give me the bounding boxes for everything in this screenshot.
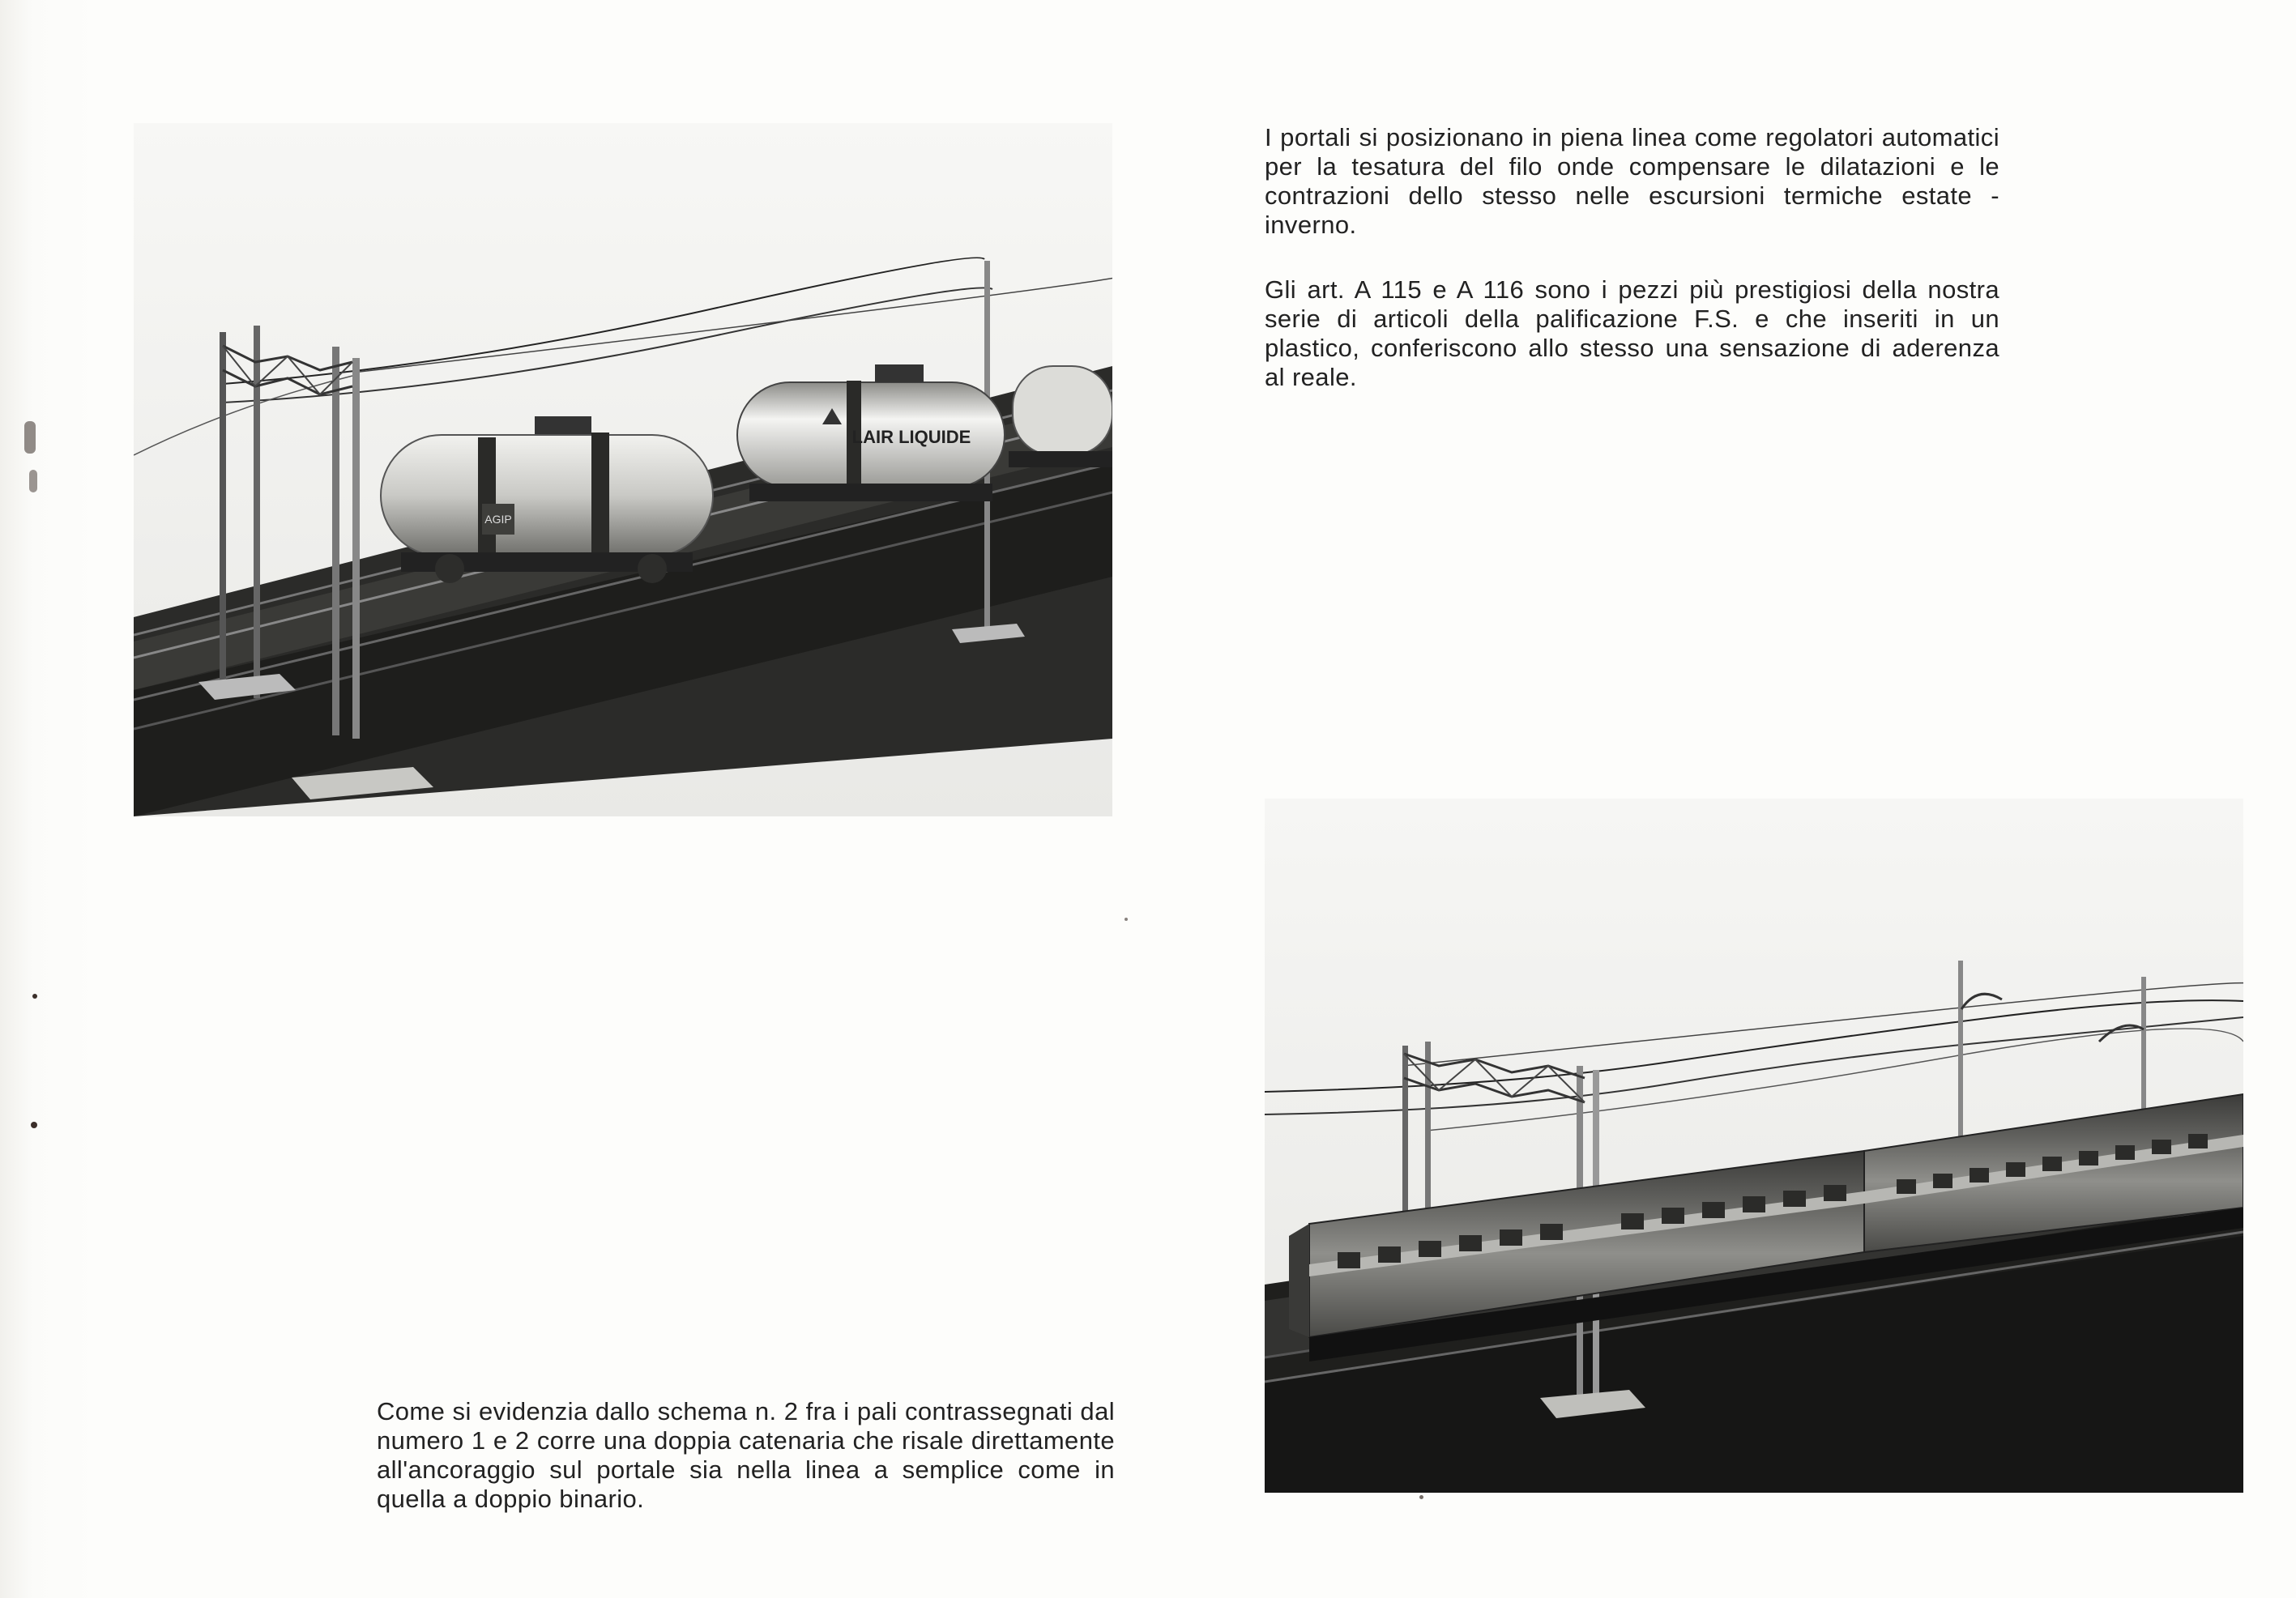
photo-tank-wagons-illustration bbox=[134, 123, 1112, 816]
photo-passenger-coaches-illustration bbox=[1265, 799, 2243, 1493]
photo-passenger-coaches-portal bbox=[1265, 799, 2243, 1493]
paragraph-portali-text: I portali si posizionano in piena linea come regolatori automatici per la tesatura del filo onde compensare le dilatazioni e le contrazioni dello stesso nelle escursioni termiche estate - inverno. bbox=[1265, 123, 1999, 239]
scan-speck bbox=[24, 421, 36, 454]
paragraph-articoli-text: Gli art. A 115 e A 116 sono i pezzi più prestigiosi della nostra serie di articoli della palificazione F.S. e che inseriti in un plastico, conferiscono allo stesso una sensazione di aderenza al reale. bbox=[1265, 275, 1999, 391]
paragraph-articoli bbox=[1265, 275, 1999, 392]
paragraph-schema-text: Come si evidenzia dallo schema n. 2 fra i pali contrassegnati dal numero 1 e 2 corre una doppia catenaria che risale direttamente all'ancoraggio sul portale sia nella linea a semplice come in quella a doppio binario. bbox=[377, 1397, 1115, 1513]
tank-car-2-label: LAIR LIQUIDE bbox=[851, 427, 971, 447]
scan-speck bbox=[32, 994, 37, 999]
paragraph-schema bbox=[377, 1397, 1115, 1514]
scan-speck bbox=[1125, 918, 1128, 921]
photo-tank-wagons-portal bbox=[134, 123, 1112, 816]
paragraph-portali bbox=[1265, 123, 1999, 240]
scan-speck bbox=[31, 1122, 37, 1128]
scan-speck bbox=[1419, 1495, 1423, 1499]
tank-car-label: AGIP bbox=[484, 513, 512, 526]
scan-speck bbox=[29, 470, 37, 492]
